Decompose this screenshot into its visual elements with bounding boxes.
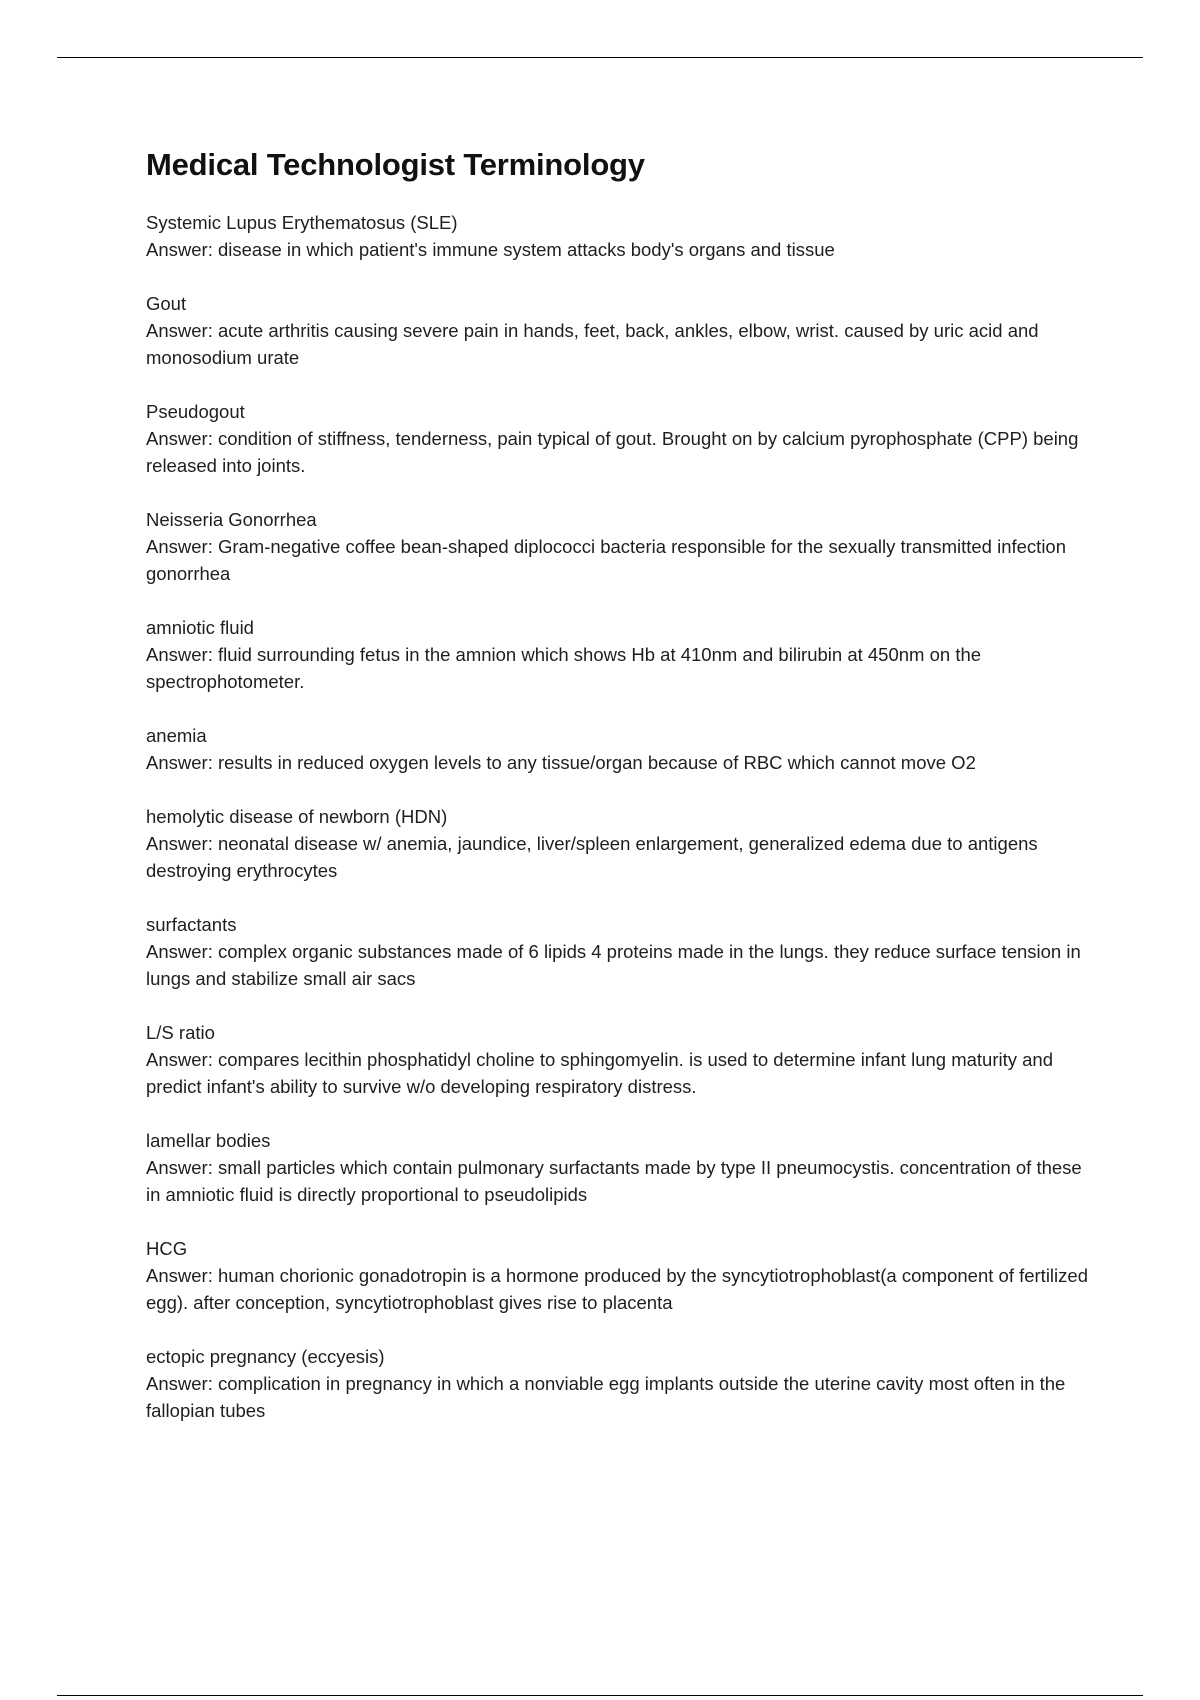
entry-term: amniotic fluid (146, 616, 254, 638)
entry-hcg (146, 1235, 1096, 1316)
entry-term: L/S ratio (146, 1021, 215, 1043)
entry-term: Neisseria Gonorrhea (146, 508, 317, 530)
entry-term: HCG (146, 1237, 188, 1259)
entry-answer: Answer: human chorionic gonadotropin is a hormone produced by the syncytiotrophoblast(a component of fertilized egg). after conception, syncytiotrophoblast gives rise to placenta (146, 1264, 1088, 1313)
entry-gout (146, 290, 1096, 371)
entry-anemia (146, 722, 1096, 776)
entry-ls-ratio (146, 1019, 1096, 1100)
entry-answer: Answer: Gram-negative coffee bean-shaped diplococci bacteria responsible for the sexually transmitted infection gonorrhea (146, 535, 1067, 584)
entry-term: surfactants (146, 913, 237, 935)
entry-amniotic-fluid (146, 614, 1096, 695)
entry-surfactants (146, 911, 1096, 992)
entry-answer: Answer: fluid surrounding fetus in the amnion which shows Hb at 410nm and bilirubin at 450nm on the spectrophotometer. (146, 643, 982, 692)
entry-term: Pseudogout (146, 400, 245, 422)
entry-answer: Answer: complex organic substances made of 6 lipids 4 proteins made in the lungs. they reduce surface tension in lungs and stabilize small air sacs (146, 940, 1081, 989)
document-body (146, 146, 1096, 1451)
entry-ectopic-pregnancy (146, 1343, 1096, 1424)
entry-neisseria-gonorrhea (146, 506, 1096, 587)
entry-term: ectopic pregnancy (eccyesis) (146, 1345, 385, 1367)
entry-answer: Answer: compares lecithin phosphatidyl choline to sphingomyelin. is used to determine infant lung maturity and predict infant's ability to survive w/o developing respiratory distress. (146, 1048, 1053, 1097)
entry-answer: Answer: condition of stiffness, tenderness, pain typical of gout. Brought on by calcium pyrophosphate (CPP) being released into joints. (146, 427, 1079, 476)
entry-answer: Answer: results in reduced oxygen levels to any tissue/organ because of RBC which cannot move O2 (146, 751, 976, 773)
entry-sle (146, 209, 1096, 263)
entry-answer: Answer: disease in which patient's immune system attacks body's organs and tissue (146, 238, 835, 260)
entry-pseudogout (146, 398, 1096, 479)
entry-answer: Answer: neonatal disease w/ anemia, jaundice, liver/spleen enlargement, generalized edema due to antigens destroying erythrocytes (146, 832, 1038, 881)
entry-lamellar-bodies (146, 1127, 1096, 1208)
bottom-divider (57, 1695, 1143, 1696)
entry-term: Gout (146, 292, 187, 314)
entry-term: lamellar bodies (146, 1129, 271, 1151)
entry-term: Systemic Lupus Erythematosus (SLE) (146, 211, 458, 233)
entry-term: hemolytic disease of newborn (HDN) (146, 805, 448, 827)
entry-answer: Answer: small particles which contain pulmonary surfactants made by type II pneumocystis. concentration of these in amniotic fluid is directly proportional to pseudolipids (146, 1156, 1082, 1205)
entry-answer: Answer: acute arthritis causing severe pain in hands, feet, back, ankles, elbow, wrist. caused by uric acid and monosodium urate (146, 319, 1039, 368)
top-divider (57, 57, 1143, 58)
entry-answer: Answer: complication in pregnancy in which a nonviable egg implants outside the uterine cavity most often in the fallopian tubes (146, 1372, 1066, 1421)
entry-term: anemia (146, 724, 207, 746)
page-title: Medical Technologist Terminology (146, 147, 645, 182)
entry-hdn (146, 803, 1096, 884)
